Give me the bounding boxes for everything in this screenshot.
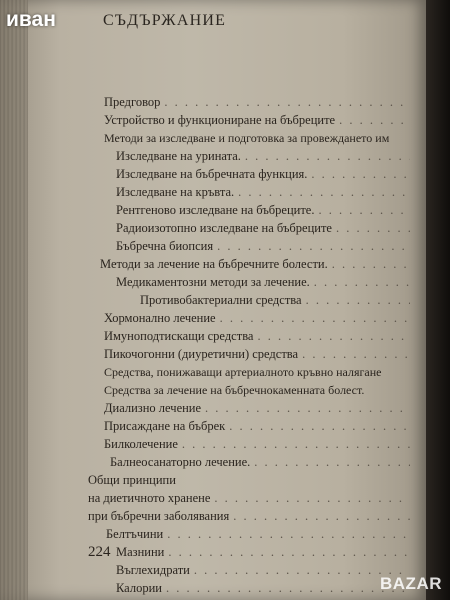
toc-label: Медикаментозни методи за лечение. [116,275,310,289]
dot-leader [205,400,410,416]
toc-label: Рентгеново изследване на бъбреците. [116,203,315,217]
toc-label: при бъбречни заболявания [88,509,230,523]
brand-watermark-text: BAZAR [380,574,442,593]
toc-row [110,454,410,470]
toc-label: Калории [116,581,162,595]
toc-label: Диализно лечение [104,401,202,415]
dot-leader [166,580,410,596]
toc-label: Пикочогонни (диуретични) средства [104,347,299,361]
toc-label: Противобактериални средства [140,293,302,307]
toc-label: Общи принципи [88,473,176,487]
toc-row [104,382,414,398]
contents-heading: СЪДЪРЖАНИЕ [103,12,227,29]
dot-leader [306,292,410,308]
toc-row [116,220,410,236]
toc-row [88,508,410,524]
toc-label: Билколечение [104,437,178,451]
dot-leader [311,166,410,182]
toc-label: Радиоизотопно изследване на бъбреците [116,221,332,235]
dot-leader [182,436,410,452]
toc-row [100,256,410,272]
toc-row [104,130,414,146]
toc-row [104,436,410,452]
toc-row [104,310,410,326]
dot-leader [238,184,410,200]
toc-label: Предговор [104,95,161,109]
dot-leader [318,202,410,218]
dot-leader [194,562,410,578]
toc-label: Белтъчини [106,527,164,541]
toc-label: Присаждане на бъбрек [104,419,226,433]
dot-leader [168,544,410,560]
dot-leader [254,454,410,470]
brand-watermark [380,574,442,594]
page-number: 224 [88,544,111,560]
dot-leader [217,238,410,254]
dot-leader [302,346,410,362]
toc-row [116,274,410,290]
dot-leader [229,418,410,434]
toc-row [116,562,410,578]
toc-row [104,400,410,416]
toc-row [116,238,410,254]
toc-label: Хормонално лечение [104,311,216,325]
dot-leader [167,526,410,542]
toc-label: на диетичното хранене [88,491,211,505]
toc-row [104,112,410,128]
toc-label: Балнеосанаторно лечение. [110,455,251,469]
toc-row [116,148,410,164]
toc-label: Изследване на кръвта. [116,185,235,199]
dot-leader [336,220,410,236]
dot-leader [339,112,410,128]
toc-label: Мазнини [116,545,165,559]
dot-leader [214,490,410,506]
dot-leader [245,148,410,164]
toc-label: Средства за лечение на бъбречнокаменната болест. [104,383,365,397]
toc-row [116,580,410,596]
toc-label: Методи за изследване и подготовка за провеждането им [104,131,390,145]
dot-leader [233,508,410,524]
toc-row [104,418,410,434]
toc-row [116,202,410,218]
toc-row [104,346,410,362]
toc-label: Методи за лечение на бъбречните болести. [100,257,328,271]
dot-leader [332,256,410,272]
dot-leader [164,94,410,110]
toc-label: Бъбречна биопсия [116,239,214,253]
toc-label: Изследване на бъбречната функция. [116,167,308,181]
toc-row [116,184,410,200]
toc-label: Устройство и функциониране на бъбреците [104,113,336,127]
dot-leader [220,310,410,326]
binding-shadow [426,0,450,600]
toc-row [104,328,410,344]
toc-row [88,472,288,488]
toc-label: Средства, понижаващи артериалното кръвно налягане [104,365,382,379]
toc-row [88,490,410,506]
toc-label: Въглехидрати [116,563,190,577]
toc-row [104,364,414,380]
toc-label: Имуноподтискащи средства [104,329,254,343]
dot-leader [257,328,410,344]
toc-label: Изследване на урината. [116,149,241,163]
toc-row [104,94,410,110]
dot-leader [314,274,410,290]
toc-row [116,544,410,560]
user-watermark: иван [6,8,56,31]
toc-row [106,526,410,542]
toc-row [116,166,410,182]
toc-row [140,292,410,308]
